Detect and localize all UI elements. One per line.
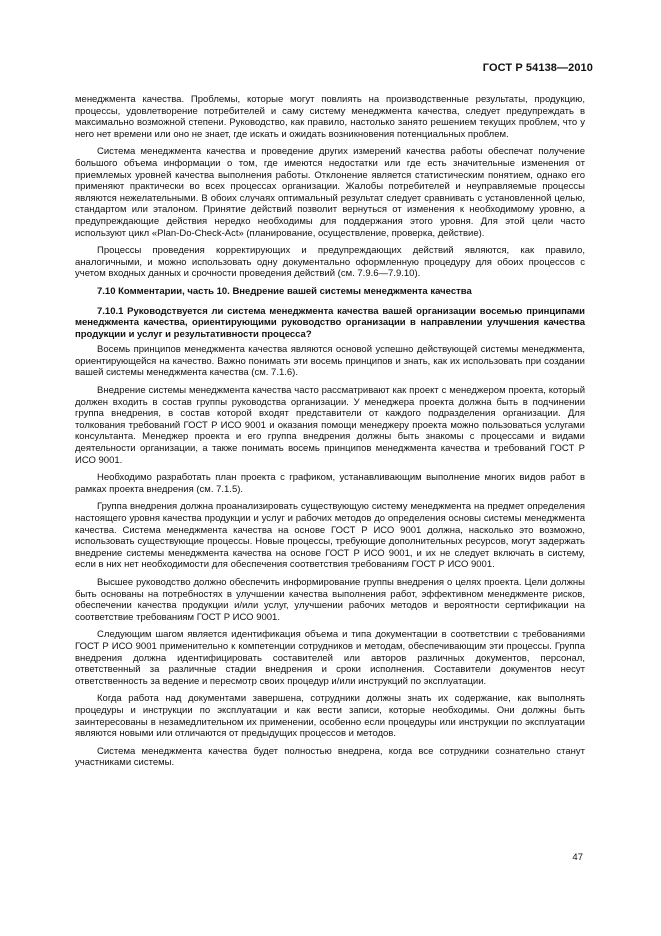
paragraph: Необходимо разработать план проекта с графиком, устанавливающим выполнение многих видов работ в рамках проекта внедрения (см. 7.1.5). <box>75 472 585 495</box>
paragraph: Следующим шагом является идентификация объема и типа документации в соответствии с требованиями ГОСТ Р ИСО 9001 применительно к компетенции сотрудников и методам, обеспечивающим эти процессы. Группа внедрения должна идентифицировать составителей или авторов различных документов, персонал, ответственный за различные стадии внедрения и сроки исполнения. Составители документов несут ответственность за ведение и пересмотр своих процедур и/или инструкций по эксплуатации. <box>75 629 585 687</box>
page-number: 47 <box>572 852 583 863</box>
paragraph: Высшее руководство должно обеспечить информирование группы внедрения о целях проекта. Цели должны быть основаны на потребностях в улучшении качества выполнения работ, эффективном менеджменте рисков, обеспечении качества продукции и/или услуг, улучшении рабочих методов и вероятности сертификации на соответствие требованиям ГОСТ Р ИСО 9001. <box>75 576 585 623</box>
document-id-header: ГОСТ Р 54138—2010 <box>482 62 593 74</box>
document-body <box>75 94 585 775</box>
paragraph: Система менеджмента качества и проведение других измерений качества работы обеспечат получение большого объема информации о том, где имеются недостатки или где есть значительные изменения от приемлемых уровней качества выполнения работы. Отклонение является статистическим понятием, однако его применяют практически во всех процессах организации. Жалобы потребителей и неуправляемые процессы являются нежелательными. В обоих случаях оптимальный результат следует сравнивать с установленной целью, стандартом или эталоном. Принятие действий позволит вернуться от изменения к необходимому уровню, а предупреждающие действия нередко необходимы для поддержания этого уровня. Для этой цели часто используют цикл «Plan-Do-Check-Act» (планирование, осуществление, проверка, действие). <box>75 146 585 239</box>
paragraph: Когда работа над документами завершена, сотрудники должны знать их содержание, как выполнять процедуры и инструкции по эксплуатации и как вести записи, которые необходимы. Они должны быть заинтересованы в незамедлительном их применении, особенно если процедуры или инструкции по эксплуатации являются новыми или отличаются от предыдущих процессов и методов. <box>75 693 585 740</box>
paragraph: Система менеджмента качества будет полностью внедрена, когда все сотрудники сознательно станут участниками системы. <box>75 745 585 769</box>
paragraph: Восемь принципов менеджмента качества являются основой успешно действующей системы менеджмента, ориентирующейся на качество. Важно понимать эти восемь принципов и знать, как их использовать при создании вашей системы менеджмента качества (см. 7.1.6). <box>75 344 585 379</box>
subsection-heading-7-10-1: 7.10.1 Руководствуется ли система менеджмента качества вашей организации восемью принципами менеджмента качества, ориентирующими руководство организации в направлении улучшения качества продукции и услуг и результативности процесса? <box>75 305 585 340</box>
paragraph: Внедрение системы менеджмента качества часто рассматривают как проект с менеджером проекта, который должен входить в состав группы руководства организации. У менеджера проекта должна быть в подчинении группа внедрения, в состав которой входят представители от каждого подразделения организации. Для толкования требований ГОСТ Р ИСО 9001 и оказания помощи менеджеру проекта можно пользоваться услугами консультанта. Менеджер проекта и его группа внедрения должны быть знакомы с процессами и видами деятельности организации, а также понимать восемь принципов менеджмента качества и требований ГОСТ Р ИСО 9001. <box>75 385 585 466</box>
section-heading-7-10: 7.10 Комментарии, часть 10. Внедрение вашей системы менеджмента качества <box>97 285 472 297</box>
paragraph: менеджмента качества. Проблемы, которые могут повлиять на производственные результаты, продукцию, процессы, удовлетворение потребителей и саму систему менеджмента качества, следует предупреждать в максимально возможной степени. Руководство, как правило, настолько занято решением текущих проблем, что у него нет времени или оно не знает, где искать и ожидать возникновения потенциальных проблем. <box>75 94 585 140</box>
paragraph: Группа внедрения должна проанализировать существующую систему менеджмента на предмет определения настоящего уровня качества продукции и услуг и рабочих методов до определения основы системы менеджмента качества. Система менеджмента качества на основе ГОСТ Р ИСО 9001 должна, насколько это возможно, использовать существующие процессы. Новые процессы, требующие дополнительных ресурсов, могут задержать внедрение системы менеджмента качества на основе ГОСТ Р ИСО 9001, и их не следует включать в систему, если в них нет необходимости для обеспечения соответствия требованиям ГОСТ Р ИСО 9001. <box>75 501 585 571</box>
paragraph: Процессы проведения корректирующих и предупреждающих действий являются, как правило, аналогичными, и можно использовать одну документально оформленную процедуру для обоих процессов с учетом входных данных и срочности проведения действий (см. 7.9.6—7.9.10). <box>75 245 585 280</box>
